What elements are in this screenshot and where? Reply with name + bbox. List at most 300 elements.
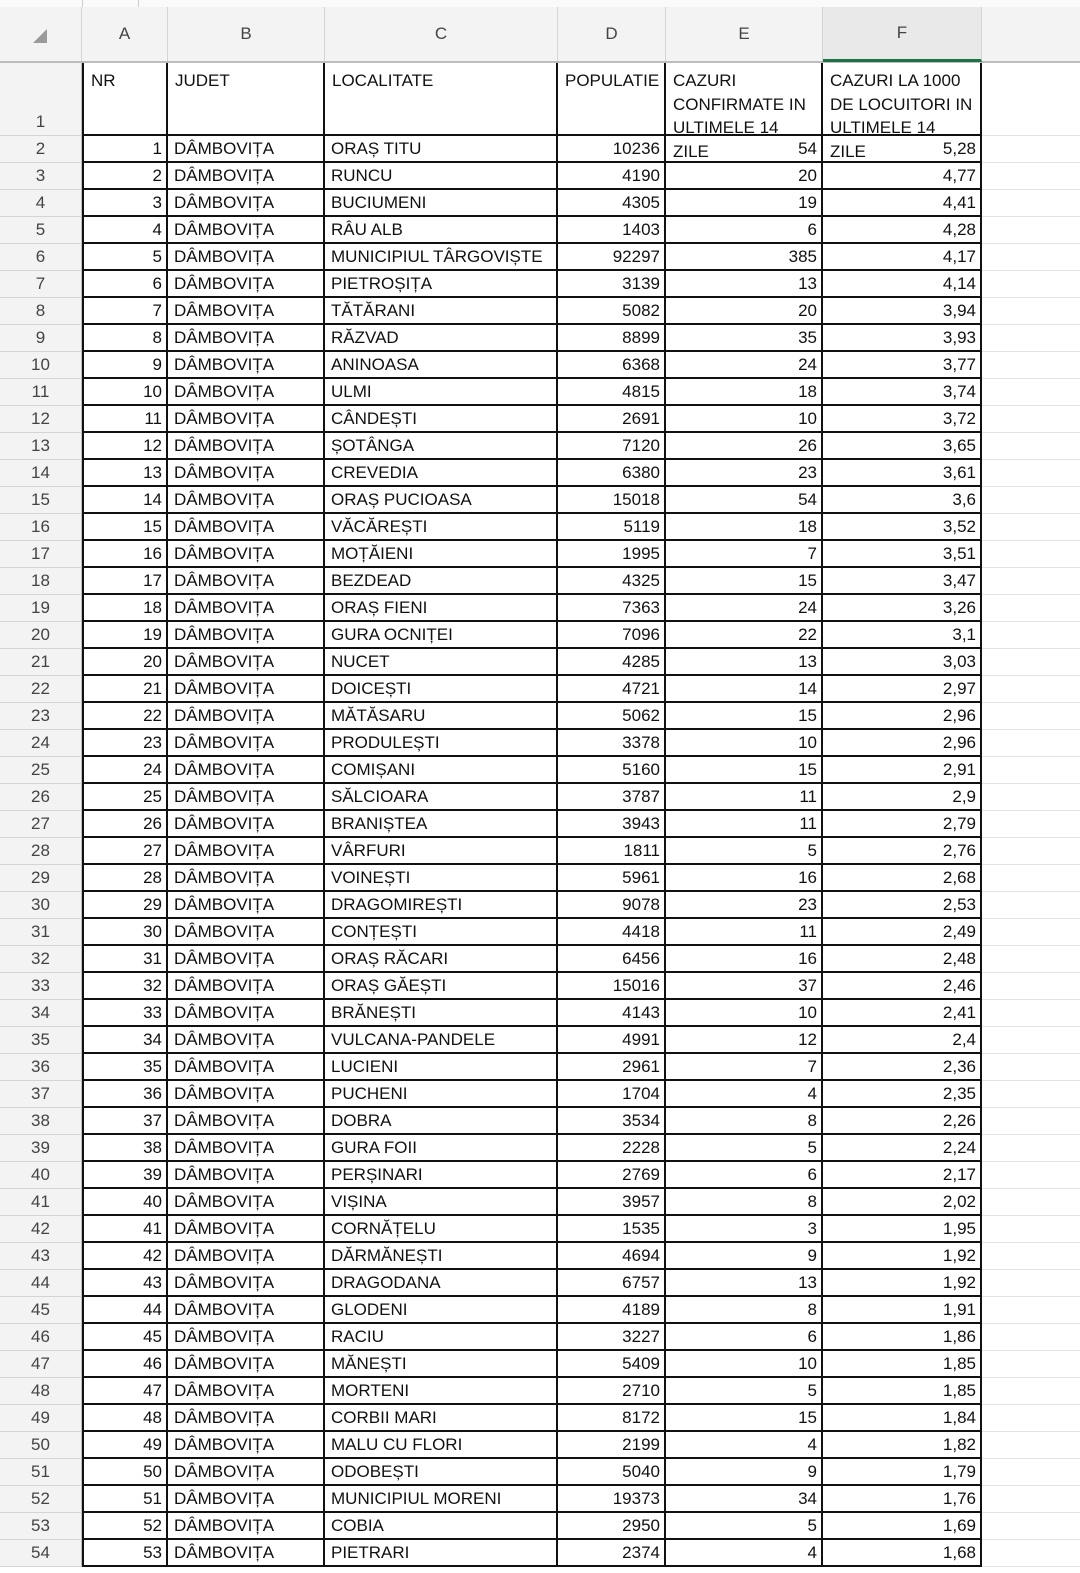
cell-localitate[interactable]: MĂNEȘTI xyxy=(325,1351,558,1378)
row-number[interactable]: 7 xyxy=(0,271,82,298)
cell-nr[interactable]: 44 xyxy=(82,1297,168,1324)
empty-cell[interactable] xyxy=(982,541,1080,568)
cell-rata[interactable]: 2,35 xyxy=(823,1081,982,1108)
cell-cazuri[interactable]: 15 xyxy=(666,703,823,730)
empty-cell[interactable] xyxy=(982,1486,1080,1513)
cell-cazuri[interactable]: 14 xyxy=(666,676,823,703)
cell-judet[interactable]: DÂMBOVIȚA xyxy=(168,1351,325,1378)
cell-judet[interactable]: DÂMBOVIȚA xyxy=(168,352,325,379)
cell-rata[interactable]: 3,6 xyxy=(823,487,982,514)
cell-cazuri[interactable]: 3 xyxy=(666,1216,823,1243)
cell-judet[interactable]: DÂMBOVIȚA xyxy=(168,676,325,703)
cell-rata[interactable]: 2,68 xyxy=(823,865,982,892)
cell-judet[interactable]: DÂMBOVIȚA xyxy=(168,379,325,406)
empty-cell[interactable] xyxy=(982,892,1080,919)
cell-nr[interactable]: 49 xyxy=(82,1432,168,1459)
cell-judet[interactable]: DÂMBOVIȚA xyxy=(168,1027,325,1054)
cell-cazuri[interactable]: 6 xyxy=(666,217,823,244)
empty-cell[interactable] xyxy=(982,271,1080,298)
cell-nr[interactable]: 30 xyxy=(82,919,168,946)
empty-cell[interactable] xyxy=(982,568,1080,595)
row-number[interactable]: 16 xyxy=(0,514,82,541)
empty-cell[interactable] xyxy=(982,217,1080,244)
empty-cell[interactable] xyxy=(982,1351,1080,1378)
empty-cell[interactable] xyxy=(982,838,1080,865)
cell-localitate[interactable]: MOȚĂIENI xyxy=(325,541,558,568)
cell-rata[interactable]: 2,53 xyxy=(823,892,982,919)
cell-judet[interactable]: DÂMBOVIȚA xyxy=(168,244,325,271)
cell-cazuri[interactable]: 385 xyxy=(666,244,823,271)
column-header-d[interactable]: D xyxy=(558,7,666,61)
cell-nr[interactable]: 4 xyxy=(82,217,168,244)
cell-cazuri[interactable]: 54 xyxy=(666,487,823,514)
row-number[interactable]: 50 xyxy=(0,1432,82,1459)
cell-rata[interactable]: 4,77 xyxy=(823,163,982,190)
cell-nr[interactable]: 37 xyxy=(82,1108,168,1135)
cell-nr[interactable]: 51 xyxy=(82,1486,168,1513)
empty-cell[interactable] xyxy=(982,1540,1080,1567)
cell-localitate[interactable]: GURA FOII xyxy=(325,1135,558,1162)
cell-nr[interactable]: 10 xyxy=(82,379,168,406)
cell-cazuri[interactable]: 18 xyxy=(666,514,823,541)
cell-populatie[interactable]: 92297 xyxy=(558,244,666,271)
empty-cell[interactable] xyxy=(982,1189,1080,1216)
cell-judet[interactable]: DÂMBOVIȚA xyxy=(168,1378,325,1405)
cell-localitate[interactable]: DOICEȘTI xyxy=(325,676,558,703)
row-number[interactable]: 45 xyxy=(0,1297,82,1324)
cell-judet[interactable]: DÂMBOVIȚA xyxy=(168,298,325,325)
row-number[interactable]: 36 xyxy=(0,1054,82,1081)
cell-rata[interactable]: 2,02 xyxy=(823,1189,982,1216)
cell-cazuri[interactable]: 5 xyxy=(666,1513,823,1540)
row-number[interactable]: 26 xyxy=(0,784,82,811)
cell-localitate[interactable]: CORNĂȚELU xyxy=(325,1216,558,1243)
empty-cell[interactable] xyxy=(982,1027,1080,1054)
row-number[interactable]: 30 xyxy=(0,892,82,919)
row-number[interactable]: 38 xyxy=(0,1108,82,1135)
empty-cell[interactable] xyxy=(982,379,1080,406)
cell-rata[interactable]: 4,14 xyxy=(823,271,982,298)
cell-rata[interactable]: 3,93 xyxy=(823,325,982,352)
empty-cell[interactable] xyxy=(982,514,1080,541)
cell-nr[interactable]: 38 xyxy=(82,1135,168,1162)
row-number[interactable]: 12 xyxy=(0,406,82,433)
cell-localitate[interactable]: PRODULEȘTI xyxy=(325,730,558,757)
empty-cell[interactable] xyxy=(982,1162,1080,1189)
cell-localitate[interactable]: VULCANA-PANDELE xyxy=(325,1027,558,1054)
empty-cell[interactable] xyxy=(982,406,1080,433)
cell-judet[interactable]: DÂMBOVIȚA xyxy=(168,973,325,1000)
cell-rata[interactable]: 2,26 xyxy=(823,1108,982,1135)
cell-cazuri[interactable]: 13 xyxy=(666,649,823,676)
cell-rata[interactable]: 2,17 xyxy=(823,1162,982,1189)
cell-rata[interactable]: 3,1 xyxy=(823,622,982,649)
cell-judet[interactable]: DÂMBOVIȚA xyxy=(168,1459,325,1486)
empty-cell[interactable] xyxy=(982,919,1080,946)
cell-localitate[interactable]: MALU CU FLORI xyxy=(325,1432,558,1459)
cell-rata[interactable]: 1,68 xyxy=(823,1540,982,1567)
cell-rata[interactable]: 3,61 xyxy=(823,460,982,487)
cell-populatie[interactable]: 2710 xyxy=(558,1378,666,1405)
cell-judet[interactable]: DÂMBOVIȚA xyxy=(168,1081,325,1108)
row-number[interactable]: 54 xyxy=(0,1540,82,1567)
cell-cazuri[interactable]: 22 xyxy=(666,622,823,649)
cell-populatie[interactable]: 4305 xyxy=(558,190,666,217)
cell-localitate[interactable]: PIETRARI xyxy=(325,1540,558,1567)
cell-populatie[interactable]: 2691 xyxy=(558,406,666,433)
cell-cazuri[interactable]: 4 xyxy=(666,1432,823,1459)
cell-populatie[interactable]: 5409 xyxy=(558,1351,666,1378)
cell-cazuri[interactable]: 10 xyxy=(666,1000,823,1027)
column-header-b[interactable]: B xyxy=(168,7,325,61)
cell-judet[interactable]: DÂMBOVIȚA xyxy=(168,541,325,568)
cell-cazuri[interactable]: 13 xyxy=(666,271,823,298)
cell-judet[interactable]: DÂMBOVIȚA xyxy=(168,865,325,892)
cell-judet[interactable]: DÂMBOVIȚA xyxy=(168,1216,325,1243)
empty-cell[interactable] xyxy=(982,1000,1080,1027)
cell-localitate[interactable]: ULMI xyxy=(325,379,558,406)
cell-localitate[interactable]: DRAGODANA xyxy=(325,1270,558,1297)
cell-cazuri[interactable]: 18 xyxy=(666,379,823,406)
cell-populatie[interactable]: 3787 xyxy=(558,784,666,811)
cell-rata[interactable]: 1,76 xyxy=(823,1486,982,1513)
cell-localitate[interactable]: COBIA xyxy=(325,1513,558,1540)
cell-populatie[interactable]: 3534 xyxy=(558,1108,666,1135)
cell-nr[interactable]: 27 xyxy=(82,838,168,865)
cell-nr[interactable]: 41 xyxy=(82,1216,168,1243)
row-number[interactable]: 44 xyxy=(0,1270,82,1297)
cell-rata[interactable]: 2,24 xyxy=(823,1135,982,1162)
cell-populatie[interactable]: 10236 xyxy=(558,136,666,163)
cell-localitate[interactable]: PUCHENI xyxy=(325,1081,558,1108)
empty-cell[interactable] xyxy=(982,1054,1080,1081)
cell-localitate[interactable]: DOBRA xyxy=(325,1108,558,1135)
cell-cazuri[interactable]: 15 xyxy=(666,757,823,784)
cell-localitate[interactable]: PERȘINARI xyxy=(325,1162,558,1189)
cell-rata[interactable]: 2,49 xyxy=(823,919,982,946)
row-number[interactable]: 46 xyxy=(0,1324,82,1351)
cell-nr[interactable]: 24 xyxy=(82,757,168,784)
cell-rata[interactable]: 3,74 xyxy=(823,379,982,406)
cell-rata[interactable]: 1,69 xyxy=(823,1513,982,1540)
row-number[interactable]: 35 xyxy=(0,1027,82,1054)
cell-populatie[interactable]: 6380 xyxy=(558,460,666,487)
cell-judet[interactable]: DÂMBOVIȚA xyxy=(168,163,325,190)
cell-localitate[interactable]: BUCIUMENI xyxy=(325,190,558,217)
cell-populatie[interactable]: 3227 xyxy=(558,1324,666,1351)
cell-localitate[interactable]: SĂLCIOARA xyxy=(325,784,558,811)
cell-nr[interactable]: 13 xyxy=(82,460,168,487)
cell-localitate[interactable]: TĂTĂRANI xyxy=(325,298,558,325)
cell-nr[interactable]: 11 xyxy=(82,406,168,433)
cell-rata[interactable]: 2,4 xyxy=(823,1027,982,1054)
cell-cazuri[interactable]: 8 xyxy=(666,1297,823,1324)
cell-judet[interactable]: DÂMBOVIȚA xyxy=(168,946,325,973)
cell-rata[interactable]: 2,9 xyxy=(823,784,982,811)
cell-judet[interactable]: DÂMBOVIȚA xyxy=(168,460,325,487)
cell-localitate[interactable]: MĂTĂSARU xyxy=(325,703,558,730)
cell-cazuri[interactable]: 11 xyxy=(666,784,823,811)
row-number[interactable]: 15 xyxy=(0,487,82,514)
cell-nr[interactable]: 42 xyxy=(82,1243,168,1270)
cell-judet[interactable]: DÂMBOVIȚA xyxy=(168,136,325,163)
cell-cazuri[interactable]: 23 xyxy=(666,892,823,919)
cell-cazuri[interactable]: 10 xyxy=(666,730,823,757)
row-number[interactable]: 21 xyxy=(0,649,82,676)
cell-populatie[interactable]: 2961 xyxy=(558,1054,666,1081)
cell-nr[interactable]: 8 xyxy=(82,325,168,352)
cell-populatie[interactable]: 5119 xyxy=(558,514,666,541)
cell-localitate[interactable]: RĂZVAD xyxy=(325,325,558,352)
cell-populatie[interactable]: 4991 xyxy=(558,1027,666,1054)
row-number[interactable]: 1 xyxy=(0,63,82,136)
cell-populatie[interactable]: 4325 xyxy=(558,568,666,595)
cell-nr[interactable]: 35 xyxy=(82,1054,168,1081)
empty-cell[interactable] xyxy=(982,1297,1080,1324)
cell-nr[interactable]: 25 xyxy=(82,784,168,811)
cell-judet[interactable]: DÂMBOVIȚA xyxy=(168,784,325,811)
cell-judet[interactable]: DÂMBOVIȚA xyxy=(168,514,325,541)
cell-judet[interactable]: DÂMBOVIȚA xyxy=(168,1540,325,1567)
row-number[interactable]: 24 xyxy=(0,730,82,757)
cell-nr[interactable]: 36 xyxy=(82,1081,168,1108)
column-header-f[interactable]: F xyxy=(823,7,982,62)
cell-localitate[interactable]: GURA OCNIȚEI xyxy=(325,622,558,649)
cell-cazuri[interactable]: 8 xyxy=(666,1189,823,1216)
cell-localitate[interactable]: COMIȘANI xyxy=(325,757,558,784)
cell-judet[interactable]: DÂMBOVIȚA xyxy=(168,811,325,838)
row-number[interactable]: 39 xyxy=(0,1135,82,1162)
cell-cazuri[interactable]: 12 xyxy=(666,1027,823,1054)
header-cell-judet[interactable]: JUDET xyxy=(168,63,325,136)
cell-localitate[interactable]: ORAȘ PUCIOASA xyxy=(325,487,558,514)
cell-populatie[interactable]: 4694 xyxy=(558,1243,666,1270)
cell-judet[interactable]: DÂMBOVIȚA xyxy=(168,622,325,649)
cell-rata[interactable]: 4,28 xyxy=(823,217,982,244)
cell-nr[interactable]: 52 xyxy=(82,1513,168,1540)
cell-nr[interactable]: 5 xyxy=(82,244,168,271)
cell-rata[interactable]: 1,95 xyxy=(823,1216,982,1243)
cell-rata[interactable]: 3,03 xyxy=(823,649,982,676)
row-number[interactable]: 22 xyxy=(0,676,82,703)
cell-populatie[interactable]: 4143 xyxy=(558,1000,666,1027)
cell-nr[interactable]: 7 xyxy=(82,298,168,325)
empty-cell[interactable] xyxy=(982,244,1080,271)
empty-cell[interactable] xyxy=(982,973,1080,1000)
cell-localitate[interactable]: ORAȘ FIENI xyxy=(325,595,558,622)
row-number[interactable]: 37 xyxy=(0,1081,82,1108)
cell-nr[interactable]: 48 xyxy=(82,1405,168,1432)
cell-populatie[interactable]: 4815 xyxy=(558,379,666,406)
cell-nr[interactable]: 43 xyxy=(82,1270,168,1297)
row-number[interactable]: 8 xyxy=(0,298,82,325)
cell-nr[interactable]: 39 xyxy=(82,1162,168,1189)
cell-nr[interactable]: 33 xyxy=(82,1000,168,1027)
cell-judet[interactable]: DÂMBOVIȚA xyxy=(168,1135,325,1162)
cell-cazuri[interactable]: 15 xyxy=(666,568,823,595)
cell-cazuri[interactable]: 11 xyxy=(666,811,823,838)
cell-populatie[interactable]: 5961 xyxy=(558,865,666,892)
column-header-c[interactable]: C xyxy=(325,7,558,61)
cell-rata[interactable]: 1,92 xyxy=(823,1243,982,1270)
header-cell-cazuri[interactable]: CAZURI CONFIRMATE IN ULTIMELE 14 ZILE xyxy=(666,63,823,136)
cell-localitate[interactable]: ANINOASA xyxy=(325,352,558,379)
row-number[interactable]: 2 xyxy=(0,136,82,163)
cell-nr[interactable]: 31 xyxy=(82,946,168,973)
cell-localitate[interactable]: MUNICIPIUL MORENI xyxy=(325,1486,558,1513)
cell-nr[interactable]: 23 xyxy=(82,730,168,757)
row-number[interactable]: 18 xyxy=(0,568,82,595)
empty-cell[interactable] xyxy=(982,1135,1080,1162)
cell-judet[interactable]: DÂMBOVIȚA xyxy=(168,406,325,433)
cell-rata[interactable]: 2,91 xyxy=(823,757,982,784)
cell-cazuri[interactable]: 4 xyxy=(666,1540,823,1567)
cell-localitate[interactable]: DĂRMĂNEȘTI xyxy=(325,1243,558,1270)
cell-localitate[interactable]: RUNCU xyxy=(325,163,558,190)
cell-populatie[interactable]: 19373 xyxy=(558,1486,666,1513)
select-all-corner[interactable] xyxy=(0,7,82,61)
empty-cell[interactable] xyxy=(982,1108,1080,1135)
cell-cazuri[interactable]: 20 xyxy=(666,163,823,190)
cell-populatie[interactable]: 6368 xyxy=(558,352,666,379)
cell-rata[interactable]: 1,86 xyxy=(823,1324,982,1351)
empty-cell[interactable] xyxy=(982,865,1080,892)
cell-localitate[interactable]: RÂU ALB xyxy=(325,217,558,244)
row-number[interactable]: 29 xyxy=(0,865,82,892)
empty-cell[interactable] xyxy=(982,487,1080,514)
cell-nr[interactable]: 14 xyxy=(82,487,168,514)
cell-populatie[interactable]: 5040 xyxy=(558,1459,666,1486)
cell-localitate[interactable]: BRĂNEȘTI xyxy=(325,1000,558,1027)
cell-rata[interactable]: 4,17 xyxy=(823,244,982,271)
cell-cazuri[interactable]: 5 xyxy=(666,1135,823,1162)
cell-rata[interactable]: 2,36 xyxy=(823,1054,982,1081)
cell-rata[interactable]: 1,85 xyxy=(823,1351,982,1378)
empty-cell[interactable] xyxy=(982,1378,1080,1405)
cell-populatie[interactable]: 1704 xyxy=(558,1081,666,1108)
cell-rata[interactable]: 2,76 xyxy=(823,838,982,865)
cell-nr[interactable]: 1 xyxy=(82,136,168,163)
row-number[interactable]: 9 xyxy=(0,325,82,352)
cell-judet[interactable]: DÂMBOVIȚA xyxy=(168,190,325,217)
cell-localitate[interactable]: CREVEDIA xyxy=(325,460,558,487)
header-cell-localitate[interactable]: LOCALITATE xyxy=(325,63,558,136)
empty-cell[interactable] xyxy=(982,325,1080,352)
cell-localitate[interactable]: CONȚEȘTI xyxy=(325,919,558,946)
cell-nr[interactable]: 18 xyxy=(82,595,168,622)
cell-rata[interactable]: 3,47 xyxy=(823,568,982,595)
cell-cazuri[interactable]: 16 xyxy=(666,946,823,973)
cell-populatie[interactable]: 3378 xyxy=(558,730,666,757)
empty-cell[interactable] xyxy=(982,703,1080,730)
cell-populatie[interactable]: 9078 xyxy=(558,892,666,919)
empty-cell[interactable] xyxy=(982,784,1080,811)
cell-populatie[interactable]: 2950 xyxy=(558,1513,666,1540)
cell-populatie[interactable]: 3957 xyxy=(558,1189,666,1216)
row-number[interactable]: 23 xyxy=(0,703,82,730)
row-number[interactable]: 51 xyxy=(0,1459,82,1486)
row-number[interactable]: 33 xyxy=(0,973,82,1000)
row-number[interactable]: 6 xyxy=(0,244,82,271)
empty-cell[interactable] xyxy=(982,190,1080,217)
cell-judet[interactable]: DÂMBOVIȚA xyxy=(168,217,325,244)
cell-cazuri[interactable]: 10 xyxy=(666,406,823,433)
cell-populatie[interactable]: 2199 xyxy=(558,1432,666,1459)
cell-cazuri[interactable]: 10 xyxy=(666,1351,823,1378)
cell-rata[interactable]: 1,91 xyxy=(823,1297,982,1324)
cell-localitate[interactable]: DRAGOMIREȘTI xyxy=(325,892,558,919)
cell-rata[interactable]: 1,92 xyxy=(823,1270,982,1297)
header-cell-nr[interactable]: NR xyxy=(82,63,168,136)
cell-cazuri[interactable]: 23 xyxy=(666,460,823,487)
cell-populatie[interactable]: 5082 xyxy=(558,298,666,325)
empty-cell[interactable] xyxy=(982,163,1080,190)
cell-judet[interactable]: DÂMBOVIȚA xyxy=(168,1513,325,1540)
cell-judet[interactable]: DÂMBOVIȚA xyxy=(168,892,325,919)
row-number[interactable]: 13 xyxy=(0,433,82,460)
cell-nr[interactable]: 34 xyxy=(82,1027,168,1054)
cell-cazuri[interactable]: 7 xyxy=(666,541,823,568)
cell-localitate[interactable]: ORAȘ GĂEȘTI xyxy=(325,973,558,1000)
empty-cell[interactable] xyxy=(982,946,1080,973)
cell-cazuri[interactable]: 16 xyxy=(666,865,823,892)
cell-rata[interactable]: 3,77 xyxy=(823,352,982,379)
cell-populatie[interactable]: 2228 xyxy=(558,1135,666,1162)
cell-judet[interactable]: DÂMBOVIȚA xyxy=(168,1243,325,1270)
cell-rata[interactable]: 3,26 xyxy=(823,595,982,622)
cell-rata[interactable]: 1,84 xyxy=(823,1405,982,1432)
cell-populatie[interactable]: 15018 xyxy=(558,487,666,514)
column-header-a[interactable]: A xyxy=(82,7,168,61)
cell-judet[interactable]: DÂMBOVIȚA xyxy=(168,1108,325,1135)
cell-judet[interactable]: DÂMBOVIȚA xyxy=(168,757,325,784)
cell-rata[interactable]: 2,79 xyxy=(823,811,982,838)
empty-cell[interactable] xyxy=(982,1513,1080,1540)
cell-localitate[interactable]: MUNICIPIUL TÂRGOVIȘTE xyxy=(325,244,558,271)
cell-populatie[interactable]: 5062 xyxy=(558,703,666,730)
cell-cazuri[interactable]: 13 xyxy=(666,1270,823,1297)
row-number[interactable]: 20 xyxy=(0,622,82,649)
empty-cell[interactable] xyxy=(982,433,1080,460)
cell-rata[interactable]: 2,96 xyxy=(823,703,982,730)
cell-nr[interactable]: 22 xyxy=(82,703,168,730)
cell-cazuri[interactable]: 6 xyxy=(666,1324,823,1351)
cell-rata[interactable]: 1,85 xyxy=(823,1378,982,1405)
cell-populatie[interactable]: 8172 xyxy=(558,1405,666,1432)
cell-cazuri[interactable]: 8 xyxy=(666,1108,823,1135)
cell-populatie[interactable]: 4189 xyxy=(558,1297,666,1324)
cell-rata[interactable]: 3,72 xyxy=(823,406,982,433)
row-number[interactable]: 48 xyxy=(0,1378,82,1405)
cell-nr[interactable]: 29 xyxy=(82,892,168,919)
cell-localitate[interactable]: GLODENI xyxy=(325,1297,558,1324)
cell-nr[interactable]: 2 xyxy=(82,163,168,190)
empty-cell[interactable] xyxy=(982,1081,1080,1108)
cell-judet[interactable]: DÂMBOVIȚA xyxy=(168,1054,325,1081)
cell-nr[interactable]: 47 xyxy=(82,1378,168,1405)
cell-judet[interactable]: DÂMBOVIȚA xyxy=(168,1324,325,1351)
cell-populatie[interactable]: 2374 xyxy=(558,1540,666,1567)
cell-judet[interactable]: DÂMBOVIȚA xyxy=(168,568,325,595)
cell-localitate[interactable]: NUCET xyxy=(325,649,558,676)
empty-cell[interactable] xyxy=(982,1432,1080,1459)
cell-judet[interactable]: DÂMBOVIȚA xyxy=(168,1000,325,1027)
cell-cazuri[interactable]: 24 xyxy=(666,595,823,622)
cell-nr[interactable]: 12 xyxy=(82,433,168,460)
row-number[interactable]: 41 xyxy=(0,1189,82,1216)
cell-populatie[interactable]: 5160 xyxy=(558,757,666,784)
cell-judet[interactable]: DÂMBOVIȚA xyxy=(168,730,325,757)
